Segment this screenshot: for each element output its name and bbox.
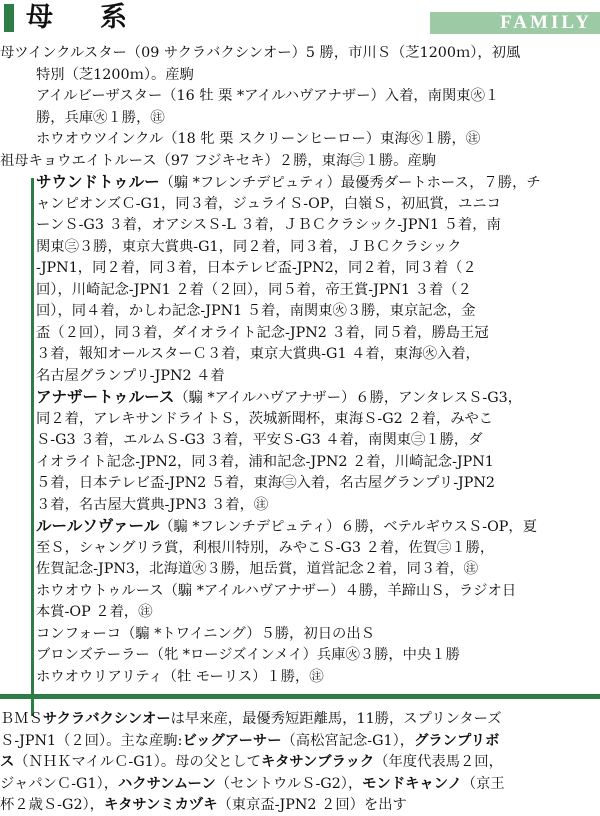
bms-line <box>0 708 502 730</box>
section-title: 母 系 <box>26 2 137 33</box>
pedigree-line <box>0 42 520 64</box>
section-marker <box>4 4 14 32</box>
line-text: （騸 *フレンチデピュティ）最優秀ダートホース，７勝，チ <box>159 175 541 191</box>
line-text: ーンＳ-G3 ３着，オアシスＳ-L ３着，ＪＢＣクラシック-JPN1 ５着，南 <box>36 217 501 233</box>
pedigree-line <box>36 601 153 623</box>
pedigree-line <box>36 666 324 688</box>
line-text: ジャパンＣ-G1）， <box>0 775 118 792</box>
line-text: Ｓ-JPN1（２回）。主な産駒: <box>0 732 183 749</box>
line-text: ５着，日本テレビ盃-JPN2 ５着，東海㊂入着，名古屋グランプリ-JPN2 <box>36 475 495 491</box>
pedigree-line <box>36 279 472 301</box>
bms-line <box>0 730 499 752</box>
horse-name: ルールソヴァール <box>36 517 160 535</box>
pedigree-line <box>36 472 495 494</box>
line-text: は早来産，最優秀短距離馬，11勝，スプリンターズ <box>170 711 502 727</box>
line-text: （京王 <box>461 775 505 792</box>
horse-name: キタサンミカヅキ <box>103 797 218 813</box>
line-text: ３着，報知オールスターＣ３着，東京大賞典-G1 ４着，東海㊋入着， <box>36 346 480 362</box>
line-text: 佐賀記念-JPN3，北海道㊋３勝，旭岳賞，道営記念２着，同３着，㊟ <box>36 561 479 577</box>
horse-name: キタサンブラック <box>260 754 375 770</box>
pedigree-line <box>36 85 499 107</box>
line-text: （年度代表馬２回， <box>374 754 503 770</box>
bms-line <box>0 794 407 816</box>
line-text: （高松宮記念-G1）， <box>281 732 415 749</box>
line-text: 母ツインクルスター（09 サクラバクシンオー）5 勝，市川Ｓ（芝1200ｍ），初風 <box>0 45 521 61</box>
line-text: 至Ｓ，シャングリラ賞，利根川特別，みやこＳ-G3 ２着，佐賀㊂１勝， <box>36 539 495 556</box>
descendant-bracket <box>31 178 34 716</box>
pedigree-line <box>36 623 375 645</box>
line-text: イオライト記念-JPN2，同３着，浦和記念-JPN2 ２着，川崎記念-JPN1 <box>36 453 494 470</box>
pedigree-line <box>0 150 436 172</box>
notable-horse-line <box>36 515 537 537</box>
line-text: Ｓ-G3 ３着，エルムＳ-G3 ３着，平安Ｓ-G3 ４着，南関東㊂１勝，ダ <box>36 432 483 448</box>
pedigree-line <box>36 300 476 322</box>
pedigree-line <box>36 537 494 559</box>
line-text: ３着，名古屋大賞典-JPN3 ３着，㊟ <box>36 496 269 513</box>
line-text: ホウオウリアリティ（牡 モーリス）１勝，㊟ <box>36 668 324 685</box>
horse-name: サウンドトゥルー <box>36 173 160 191</box>
pedigree-line <box>36 64 194 86</box>
line-text: ＢＭＳ <box>0 711 43 727</box>
pedigree-line <box>36 644 460 666</box>
pedigree-line <box>36 494 268 516</box>
line-text: ブロンズテーラー（牝 *ロージズインメイ）兵庫㊋３勝，中央１勝 <box>36 647 460 663</box>
bms-line <box>0 773 505 795</box>
pedigree-line <box>36 580 516 602</box>
pedigree-line <box>36 107 165 129</box>
pedigree-line <box>36 429 483 451</box>
line-text: 関東㊂３勝，東京大賞典-G1，同２着，同３着，ＪＢＣクラシック <box>36 238 462 255</box>
pedigree-line <box>36 193 501 215</box>
notable-horse-line <box>36 171 541 193</box>
pedigree-line <box>36 257 477 279</box>
line-text: アイルビーザスター（16 牡 栗 *アイルハヴアナザー）入着，南関東㊋１ <box>36 88 500 104</box>
line-text: -JPN1，同２着，同３着，日本テレビ盃-JPN2，同２着，同３着（２ <box>36 260 477 276</box>
horse-name: モンドキャンノ <box>362 775 462 792</box>
line-text: 勝，兵庫㊋１勝，㊟ <box>36 109 165 126</box>
line-text: （ＮＨＫマイルＣ-G1）。母の父として <box>14 754 261 770</box>
pedigree-line <box>36 451 494 473</box>
pedigree-line <box>36 214 501 236</box>
section-header <box>0 0 600 36</box>
line-text: （騸 *アイルハヴアナザー）６勝，アンタレスＳ-G3， <box>174 390 523 406</box>
pedigree-line <box>36 408 493 430</box>
pedigree-line <box>36 322 489 344</box>
line-text: ホウオウトゥルース（騸 *アイルハヴアナザー）４勝，羊蹄山Ｓ，ラジオ日 <box>36 582 517 599</box>
line-text: 名古屋グランプリ-JPN2 ４着 <box>36 367 225 384</box>
line-text: 盃（２回），同３着，ダイオライト記念-JPN2 ３着，同５着，勝島王冠 <box>36 324 489 341</box>
section-divider <box>0 694 600 699</box>
line-text: 本賞-OP ２着，㊟ <box>36 604 153 620</box>
notable-horse-line <box>36 386 522 408</box>
line-text: コンフォーコ（騸 *トワイニング）５勝，初日の出Ｓ <box>36 625 375 642</box>
horse-name: ビッグアーサー <box>182 732 282 749</box>
horse-name: ス <box>0 754 15 770</box>
line-text: （セントウルＳ-G2）， <box>215 775 363 792</box>
pedigree-line <box>36 365 225 387</box>
horse-name: アナザートゥルース <box>36 388 175 406</box>
horse-name: グランプリボ <box>414 732 500 749</box>
line-text: 祖母キョウエイトルース（97 フジキセキ）２勝，東海㊂１勝。産駒 <box>0 152 437 169</box>
line-text: 特別（芝1200ｍ）。産駒 <box>36 66 194 83</box>
horse-name: ハクサンムーン <box>118 775 216 792</box>
pedigree-line <box>36 236 461 258</box>
family-label: FAMILY <box>430 12 600 34</box>
line-text: 杯２歳Ｓ-G2）， <box>0 797 104 813</box>
line-text: ホウオウツインクル（18 牝 栗 スクリーンヒーロー）東海㊋１勝，㊟ <box>36 131 481 147</box>
horse-name: サクラバクシンオー <box>42 711 171 727</box>
line-text: 同２着，アレキサンドライトＳ，茨城新聞杯，東海Ｓ-G2 ２着，みやこ <box>36 410 494 427</box>
pedigree-line <box>36 343 480 365</box>
line-text: 回），川崎記念-JPN1 ２着（２回），同５着，帝王賞-JPN1 ３着（２ <box>36 281 472 298</box>
bms-line <box>0 751 503 773</box>
line-text: （東京盃-JPN2 ２回）を出す <box>217 797 407 813</box>
pedigree-line <box>36 128 480 150</box>
line-text: 回），同４着，かしわ記念-JPN1 ５着，南関東㊋３勝，東京記念，金 <box>36 303 476 319</box>
line-text: ャンピオンズＣ-G1，同３着，ジュライＳ-OP，白嶺Ｓ，初凪賞，ユニコ <box>36 195 501 212</box>
line-text: （騸 *フレンチデピュティ）６勝，ベテルギウスＳ-OP，夏 <box>159 519 538 535</box>
pedigree-line <box>36 558 478 580</box>
